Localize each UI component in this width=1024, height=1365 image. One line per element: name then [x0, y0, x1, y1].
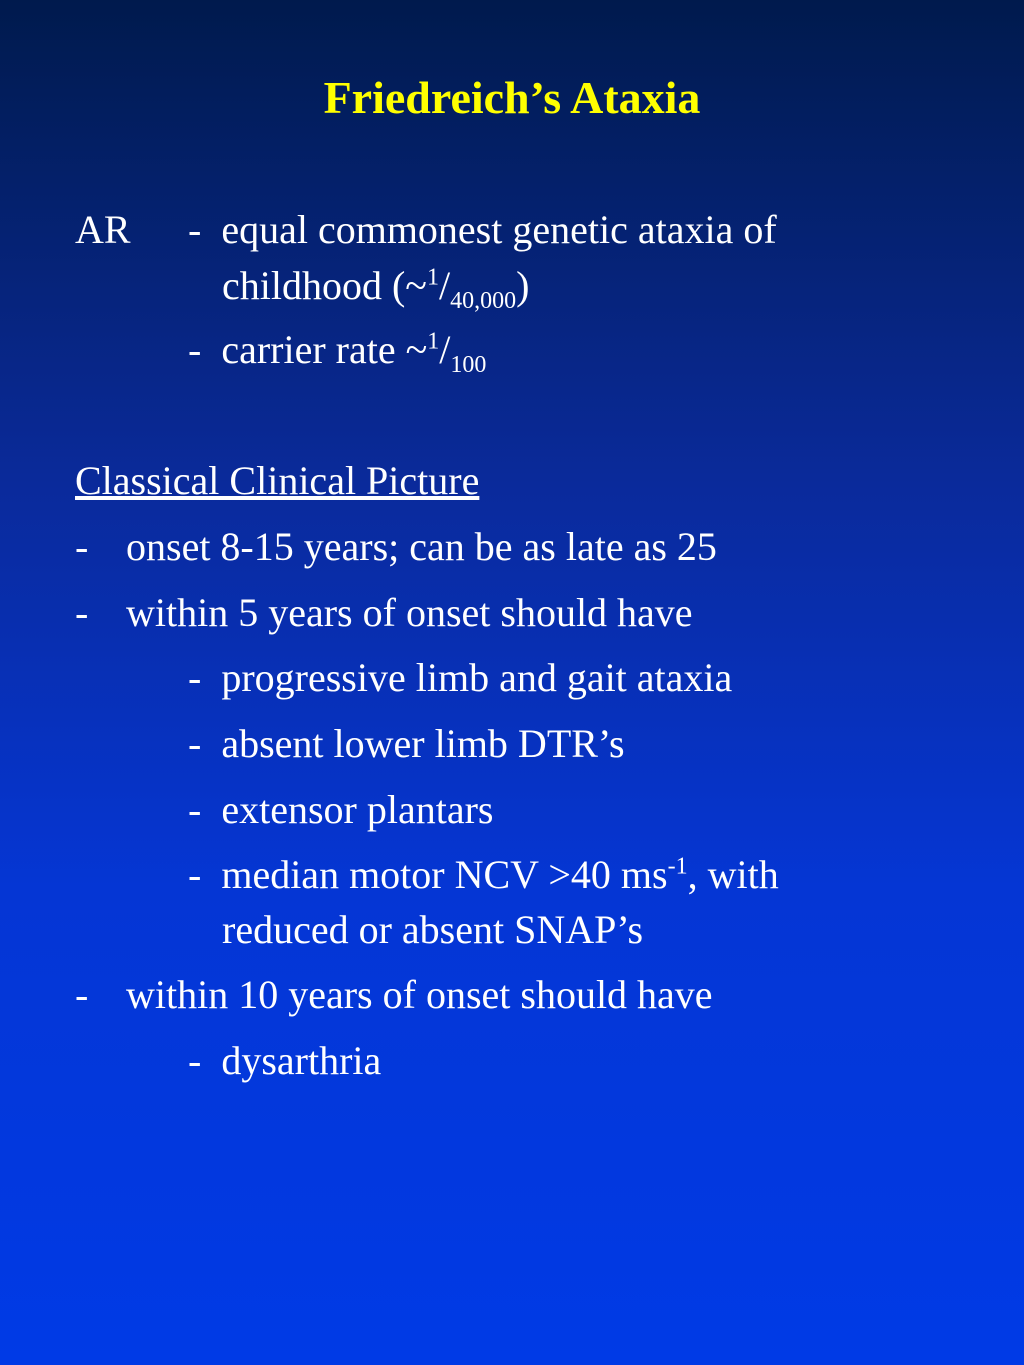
sub-bullet-ataxia — [188, 654, 732, 702]
bullet-onset: onset 8-15 years; can be as late as 25 — [126, 524, 717, 569]
ncv-prefix: median motor NCV >40 ms — [221, 852, 668, 897]
bullet-10yr: within 10 years of onset should have — [126, 972, 713, 1017]
sub-bullet-text: extensor plantars — [221, 787, 494, 832]
dash: - — [188, 655, 202, 700]
ar-item1-line1 — [188, 206, 777, 254]
dash: - — [188, 852, 202, 897]
bullet-5yr-dash: - — [75, 590, 89, 635]
sub-bullet-text: progressive limb and gait ataxia — [221, 655, 733, 700]
bullet-10yr-dash: - — [75, 972, 89, 1017]
dash: - — [188, 721, 202, 766]
fraction-numerator: 1 — [427, 328, 440, 355]
ncv-superscript: -1 — [667, 853, 688, 880]
section-heading: Classical Clinical Picture — [75, 458, 480, 503]
ar-item2-prefix: carrier rate ~ — [221, 327, 428, 372]
sub-bullet-text: absent lower limb DTR’s — [221, 721, 625, 766]
fraction-denominator: 100 — [450, 352, 487, 378]
sub-bullet-dysarthria — [188, 1037, 381, 1085]
dash: - — [188, 327, 202, 372]
sub-bullet-ncv — [188, 851, 779, 899]
bullet-onset-dash: - — [75, 524, 89, 569]
sub-bullet-dtr — [188, 720, 625, 768]
ar-item1-text: equal commonest genetic ataxia of — [221, 207, 777, 252]
ncv-suffix: , with — [687, 852, 779, 897]
fraction-slash: / — [438, 263, 451, 308]
ar-label: AR — [75, 207, 131, 252]
ar-item1-prefix: childhood (~ — [222, 263, 427, 308]
bullet-5yr: within 5 years of onset should have — [126, 590, 693, 635]
fraction-slash: / — [439, 327, 451, 372]
sub-bullet-plantars — [188, 786, 493, 834]
slide-title: Friedreich’s Ataxia — [323, 72, 701, 123]
dash: - — [188, 1038, 202, 1083]
fraction-denominator: 40,000 — [450, 288, 517, 314]
ar-item1-line2 — [222, 262, 530, 314]
sub-bullet-ncv-line2: reduced or absent SNAP’s — [222, 907, 644, 952]
ar-item2 — [188, 326, 487, 378]
dash: - — [188, 787, 202, 832]
sub-bullet-text: dysarthria — [221, 1038, 382, 1083]
ar-item1-suffix: ) — [516, 263, 530, 308]
fraction-numerator: 1 — [426, 264, 439, 291]
dash: - — [188, 207, 202, 252]
